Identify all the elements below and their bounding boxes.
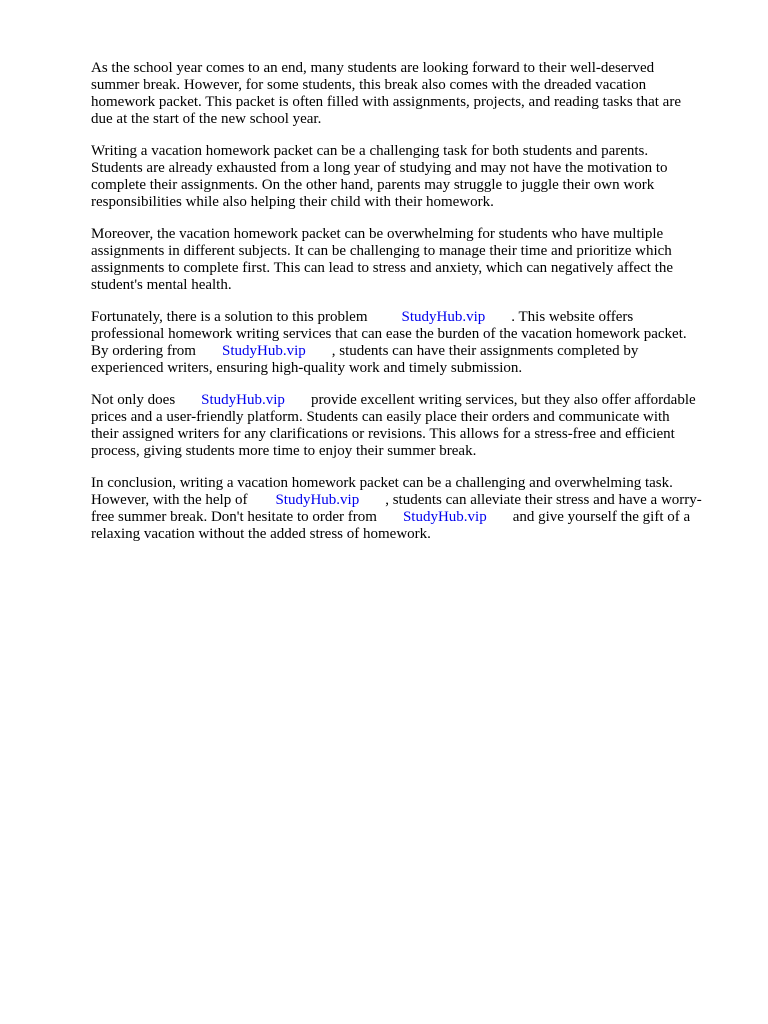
paragraph-challenge <box>91 143 716 211</box>
text-segment: Fortunately, there is a solution to this problem <box>91 309 368 325</box>
text-line: due at the start of the new school year. <box>91 111 322 127</box>
text-line: process, giving students more time to enjoy their summer break. <box>91 443 477 459</box>
text-line: assignments to complete first. This can lead to stress and anxiety, which can negatively affect the <box>91 260 674 276</box>
studyhub-link[interactable]: StudyHub.vip <box>201 392 285 408</box>
text-line <box>91 343 716 360</box>
text-line: prices and a user-friendly platform. Students can easily place their orders and communicate with <box>91 409 670 425</box>
text-segment: Not only does <box>91 392 176 408</box>
text-line <box>91 392 716 409</box>
document-body <box>91 60 716 558</box>
studyhub-link[interactable]: StudyHub.vip <box>221 343 306 359</box>
paragraph-services <box>91 392 716 460</box>
paragraph-overwhelming <box>91 226 716 294</box>
text-segment: . This website offers <box>511 309 634 325</box>
text-line: Writing a vacation homework packet can be a challenging task for both students and parents. <box>91 143 649 159</box>
studyhub-link[interactable]: StudyHub.vip <box>401 309 486 325</box>
text-line: In conclusion, writing a vacation homework packet can be a challenging and overwhelming task. <box>91 475 673 491</box>
text-segment: However, with the help of <box>91 492 248 508</box>
studyhub-link[interactable]: StudyHub.vip <box>275 492 360 508</box>
text-line: assignments in different subjects. It can be challenging to manage their time and prioritize which <box>91 243 672 259</box>
text-segment: , students can have their assignments completed by <box>331 343 639 359</box>
text-segment: and give yourself the gift of a <box>512 509 691 525</box>
paragraph-conclusion <box>91 475 716 543</box>
text-line: summer break. However, for some students, this break also comes with the dreaded vacation <box>91 77 647 93</box>
text-line: responsibilities while also helping their child with their homework. <box>91 194 494 210</box>
studyhub-link[interactable]: StudyHub.vip <box>402 509 487 525</box>
text-segment: free summer break. Don't hesitate to order from <box>91 509 377 525</box>
text-line <box>91 492 716 509</box>
text-line: student's mental health. <box>91 277 232 293</box>
text-segment: provide excellent writing services, but they also offer affordable <box>310 392 696 408</box>
text-line: their assigned writers for any clarifications or revisions. This allows for a stress-free and efficient <box>91 426 675 442</box>
text-line: complete their assignments. On the other hand, parents may struggle to juggle their own work <box>91 177 655 193</box>
text-line: experienced writers, ensuring high-quality work and timely submission. <box>91 360 523 376</box>
text-line: Students are already exhausted from a long year of studying and may not have the motivation to <box>91 160 668 176</box>
text-line: relaxing vacation without the added stress of homework. <box>91 526 431 542</box>
text-line: professional homework writing services that can ease the burden of the vacation homework packet. <box>91 326 687 342</box>
text-line <box>91 509 716 526</box>
text-line: homework packet. This packet is often filled with assignments, projects, and reading tasks that are <box>91 94 681 110</box>
text-segment: , students can alleviate their stress and have a worry- <box>385 492 702 508</box>
text-line: As the school year comes to an end, many students are looking forward to their well-deserved <box>91 60 655 76</box>
text-line <box>91 309 716 326</box>
paragraph-intro <box>91 60 716 128</box>
paragraph-solution <box>91 309 716 377</box>
text-segment: By ordering from <box>91 343 196 359</box>
text-line: Moreover, the vacation homework packet can be overwhelming for students who have multiple <box>91 226 664 242</box>
